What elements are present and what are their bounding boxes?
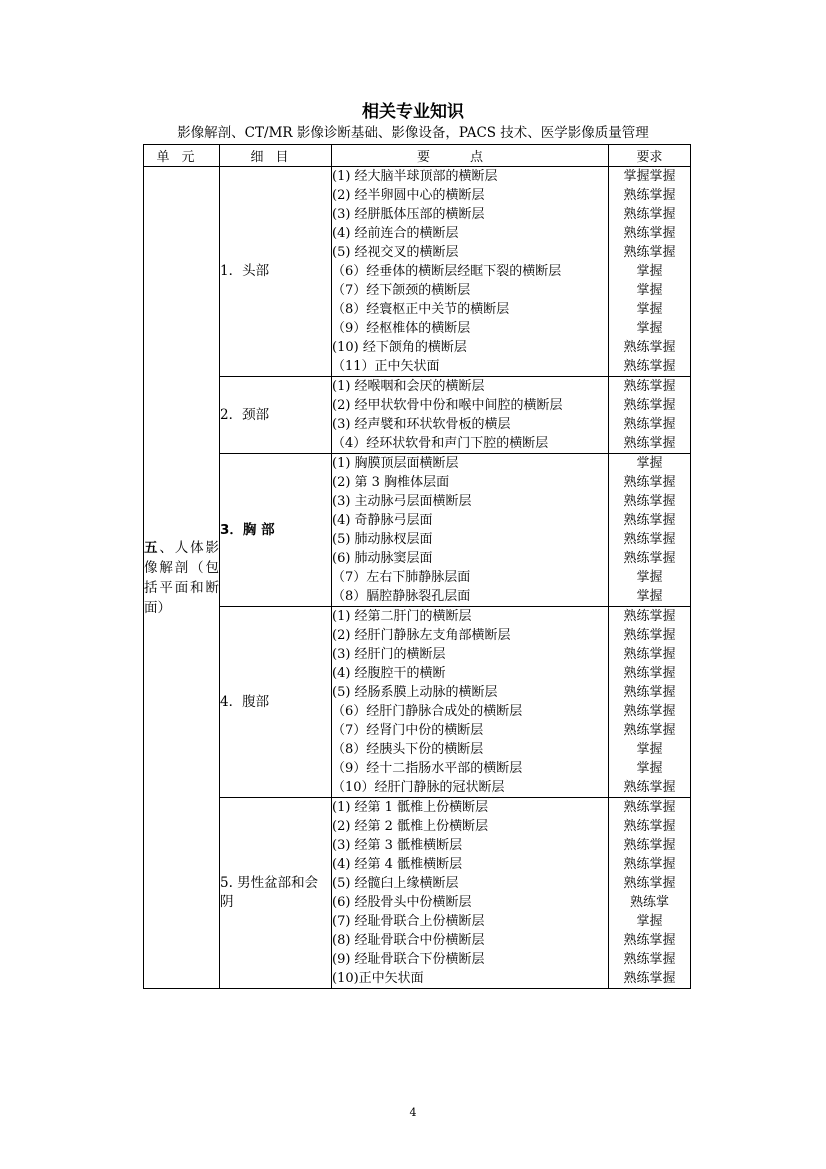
requirement-item: 熟练掌握 bbox=[623, 245, 676, 260]
requirement-item: 掌握 bbox=[636, 456, 663, 471]
point-item: (1) 经第 1 骶椎上份横断层 bbox=[332, 800, 489, 815]
point-item: （9）经十二指肠水平部的横断层 bbox=[332, 761, 523, 776]
page-number: 4 bbox=[409, 1106, 417, 1119]
point-item: (1) 胸膜顶层面横断层 bbox=[332, 456, 459, 471]
point-item: （8）膈腔静脉裂孔层面 bbox=[332, 589, 471, 604]
point-item: (10)正中矢状面 bbox=[332, 971, 424, 986]
point-item: (2) 经第 2 骶椎上份横断层 bbox=[332, 819, 489, 834]
requirement-item: 熟练掌握 bbox=[623, 551, 676, 566]
unit-prefix: 五 bbox=[144, 539, 160, 556]
point-item: (6) 肺动脉窦层面 bbox=[332, 551, 433, 566]
point-item: (3) 经胼胝体压部的横断层 bbox=[332, 207, 485, 222]
point-item: （8）经寰枢正中关节的横断层 bbox=[332, 302, 510, 317]
table-body bbox=[144, 167, 691, 989]
point-item: (9) 经耻骨联合下份横断层 bbox=[332, 952, 485, 967]
header-detail: 细目 bbox=[220, 145, 332, 167]
point-item: (1) 经大脑半球顶部的横断层 bbox=[332, 169, 498, 184]
detail-cell: 2．颈部 bbox=[220, 377, 332, 454]
requirement-item: 掌握 bbox=[636, 321, 663, 336]
point-item: (3) 经声襞和环状软骨板的横层 bbox=[332, 417, 511, 432]
requirement-cell bbox=[609, 607, 691, 798]
syllabus-table bbox=[143, 144, 691, 989]
point-item: (3) 经第 3 骶椎横断层 bbox=[332, 838, 463, 853]
table-header-row bbox=[144, 145, 691, 167]
point-item: (8) 经耻骨联合中份横断层 bbox=[332, 933, 485, 948]
point-item: （6）经垂体的横断层经眶下裂的横断层 bbox=[332, 264, 562, 279]
points-cell bbox=[332, 798, 609, 989]
point-item: (5) 经肠系膜上动脉的横断层 bbox=[332, 685, 498, 700]
point-item: （10）经肝门静脉的冠状断层 bbox=[332, 780, 505, 795]
point-item: （4）经环状软骨和声门下腔的横断层 bbox=[332, 436, 549, 451]
requirement-item: 熟练掌握 bbox=[623, 704, 676, 719]
detail-cell: 3．胸 部 bbox=[220, 454, 332, 607]
detail-cell: 4．腹部 bbox=[220, 607, 332, 798]
requirement-item: 熟练掌握 bbox=[623, 513, 676, 528]
requirement-item: 熟练掌握 bbox=[623, 398, 676, 413]
requirement-item: 掌握 bbox=[636, 761, 663, 776]
requirement-item: 熟练掌握 bbox=[623, 340, 676, 355]
point-item: (2) 经肝门静脉左支角部横断层 bbox=[332, 628, 511, 643]
point-item: (5) 经髋臼上缘横断层 bbox=[332, 876, 459, 891]
requirement-item: 熟练掌握 bbox=[623, 207, 676, 222]
unit-text: 、人体影像解剖（包括平面和断面） bbox=[144, 539, 219, 616]
requirement-cell bbox=[609, 454, 691, 607]
points-cell bbox=[332, 454, 609, 607]
point-item: (2) 经半卵圆中心的横断层 bbox=[332, 188, 485, 203]
point-item: (4) 经腹腔干的横断 bbox=[332, 666, 446, 681]
requirement-item: 掌握 bbox=[636, 914, 663, 929]
requirement-item: 熟练掌握 bbox=[623, 628, 676, 643]
requirement-item: 熟练掌握 bbox=[623, 532, 676, 547]
header-points: 要点 bbox=[332, 145, 609, 167]
requirement-item: 熟练掌握 bbox=[623, 647, 676, 662]
requirement-item: 熟练掌握 bbox=[623, 952, 676, 967]
requirement-item: 熟练掌 bbox=[629, 895, 669, 910]
table-row bbox=[144, 798, 691, 989]
requirement-item: 熟练掌握 bbox=[623, 494, 676, 509]
points-cell bbox=[332, 377, 609, 454]
point-item: (10) 经下颌角的横断层 bbox=[332, 340, 467, 355]
point-item: (1) 经第二肝门的横断层 bbox=[332, 609, 472, 624]
point-item: (4) 奇静脉弓层面 bbox=[332, 513, 433, 528]
requirement-cell bbox=[609, 377, 691, 454]
table-row bbox=[144, 607, 691, 798]
requirement-item: 熟练掌握 bbox=[623, 359, 676, 374]
requirement-item: 熟练掌握 bbox=[623, 971, 676, 986]
point-item: （7）经下颌颈的横断层 bbox=[332, 283, 471, 298]
requirement-item: 熟练掌握 bbox=[623, 666, 676, 681]
header-unit: 单元 bbox=[144, 145, 220, 167]
requirement-item: 熟练掌握 bbox=[623, 188, 676, 203]
requirement-item: 熟练掌握 bbox=[623, 933, 676, 948]
requirement-item: 掌握 bbox=[636, 589, 663, 604]
requirement-item: 掌握 bbox=[636, 283, 663, 298]
requirement-item: 熟练掌握 bbox=[623, 475, 676, 490]
requirement-item: 熟练掌握 bbox=[623, 723, 676, 738]
requirement-item: 掌握 bbox=[636, 570, 663, 585]
requirement-item: 掌握 bbox=[636, 742, 663, 757]
requirement-item: 熟练掌握 bbox=[623, 819, 676, 834]
header-requirement: 要求 bbox=[609, 145, 691, 167]
requirement-item: 熟练掌握 bbox=[623, 857, 676, 872]
requirement-item: 熟练掌握 bbox=[623, 417, 676, 432]
detail-cell: 5. 男性盆部和会阴 bbox=[220, 798, 332, 989]
point-item: (5) 肺动脉杈层面 bbox=[332, 532, 433, 547]
point-item: （8）经胰头下份的横断层 bbox=[332, 742, 484, 757]
requirement-item: 熟练掌握 bbox=[623, 838, 676, 853]
requirement-item: 掌握 bbox=[636, 264, 663, 279]
point-item: (4) 经前连合的横断层 bbox=[332, 226, 459, 241]
point-item: (2) 第 3 胸椎体层面 bbox=[332, 475, 450, 490]
points-cell bbox=[332, 167, 609, 377]
point-item: (6) 经股骨头中份横断层 bbox=[332, 895, 472, 910]
requirement-item: 熟练掌握 bbox=[623, 379, 676, 394]
requirement-item: 熟练掌握 bbox=[623, 609, 676, 624]
requirement-item: 熟练掌握 bbox=[623, 780, 676, 795]
requirement-cell bbox=[609, 798, 691, 989]
point-item: （9）经枢椎体的横断层 bbox=[332, 321, 471, 336]
point-item: （6）经肝门静脉合成处的横断层 bbox=[332, 704, 523, 719]
point-item: (5) 经视交叉的横断层 bbox=[332, 245, 459, 260]
page-subtitle: 影像解剖、CT/MR 影像诊断基础、影像设备，PACS 技术、医学影像质量管理 bbox=[177, 125, 649, 141]
table-row bbox=[144, 167, 691, 377]
requirement-cell bbox=[609, 167, 691, 377]
point-item: (3) 主动脉弓层面横断层 bbox=[332, 494, 472, 509]
page-title: 相关专业知识 bbox=[362, 102, 464, 122]
table-row bbox=[144, 454, 691, 607]
table-row bbox=[144, 377, 691, 454]
point-item: (7) 经耻骨联合上份横断层 bbox=[332, 914, 485, 929]
requirement-item: 掌握掌握 bbox=[623, 169, 676, 184]
requirement-item: 熟练掌握 bbox=[623, 226, 676, 241]
detail-cell: 1．头部 bbox=[220, 167, 332, 377]
point-item: (2) 经甲状软骨中份和喉中间腔的横断层 bbox=[332, 398, 563, 413]
point-item: （7）经肾门中份的横断层 bbox=[332, 723, 484, 738]
points-cell bbox=[332, 607, 609, 798]
point-item: （11）正中矢状面 bbox=[332, 359, 440, 374]
point-item: (4) 经第 4 骶椎横断层 bbox=[332, 857, 463, 872]
point-item: （7）左右下肺静脉层面 bbox=[332, 570, 471, 585]
requirement-item: 熟练掌握 bbox=[623, 800, 676, 815]
point-item: (3) 经肝门的横断层 bbox=[332, 647, 446, 662]
requirement-item: 熟练掌握 bbox=[623, 876, 676, 891]
requirement-item: 熟练掌握 bbox=[623, 685, 676, 700]
requirement-item: 熟练掌握 bbox=[623, 436, 676, 451]
requirement-item: 掌握 bbox=[636, 302, 663, 317]
point-item: (1) 经喉咽和会厌的横断层 bbox=[332, 379, 485, 394]
unit-cell bbox=[144, 167, 220, 989]
